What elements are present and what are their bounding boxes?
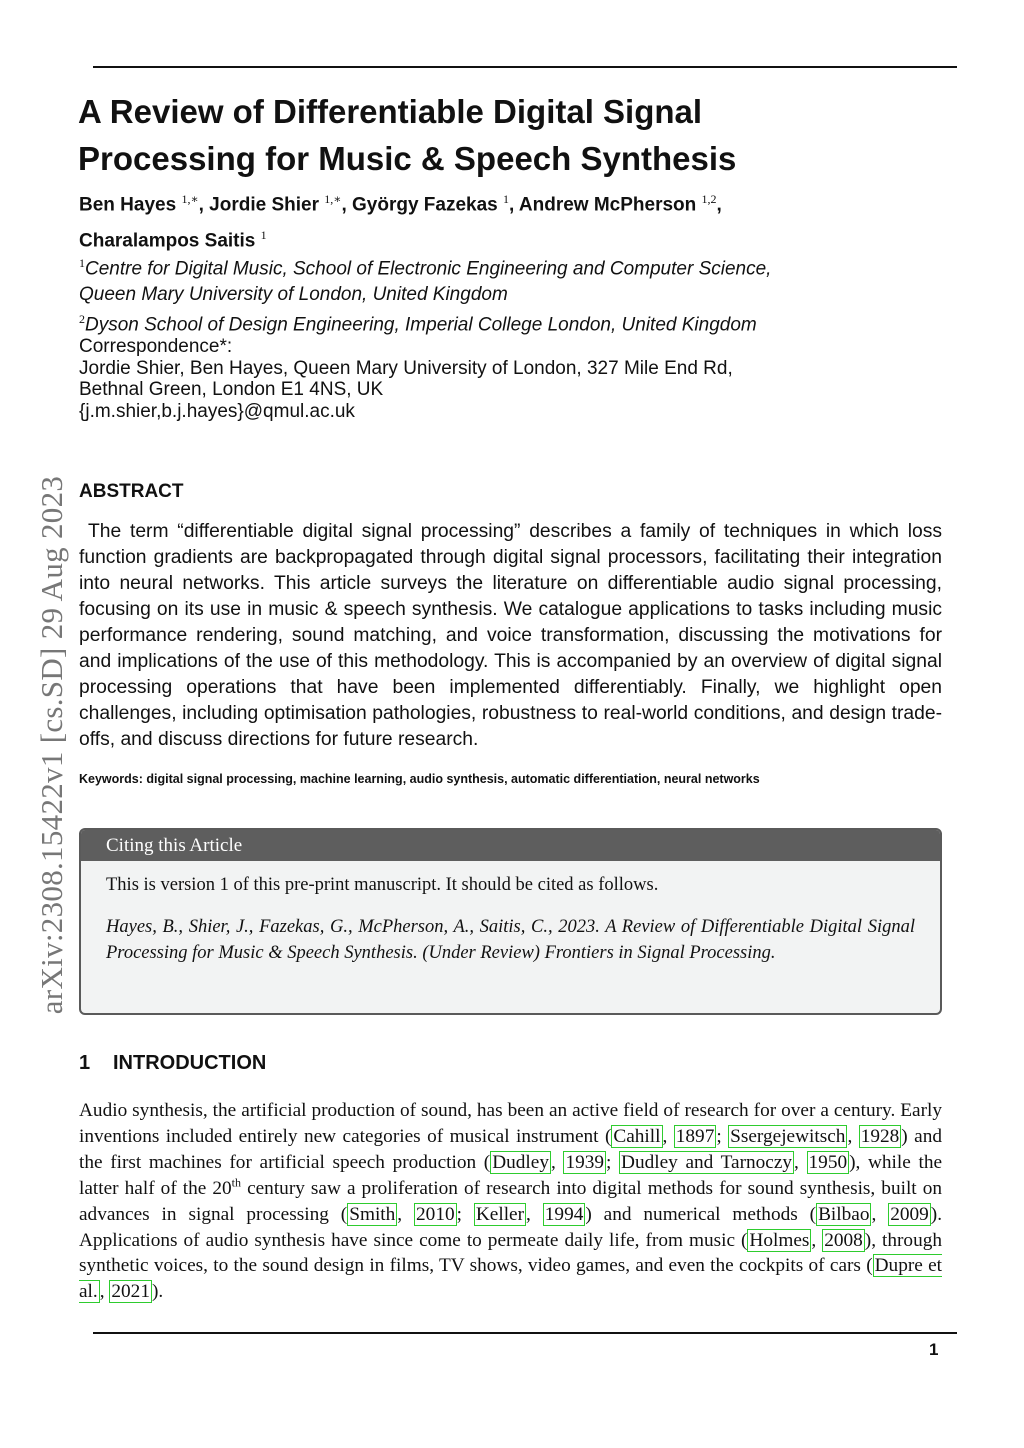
citation-link[interactable]: Bilbao xyxy=(818,1203,870,1225)
correspondence-address: Jordie Shier, Ben Hayes, Queen Mary University of London, 327 Mile End Rd, xyxy=(79,357,733,379)
arxiv-sidebar-stamp: arXiv:2308.15422v1 [cs.SD] 29 Aug 2023 xyxy=(34,475,69,1015)
affiliations xyxy=(79,251,959,338)
keywords: Keywords: digital signal processing, machine learning, audio synthesis, automatic differentiation, neural networks xyxy=(79,772,760,786)
citation-link[interactable]: 1939 xyxy=(565,1151,605,1173)
citation-link[interactable]: Dudley xyxy=(492,1151,549,1173)
correspondence-email: {j.m.shier,b.j.hayes}@qmul.ac.uk xyxy=(79,400,355,422)
citing-reference: Hayes, B., Shier, J., Fazekas, G., McPherson, A., Saitis, C., 2023. A Review of Differentiable Digital Signal Processing for Music & Speech Synthesis. (Under Review) Frontiers in Signal Processing. xyxy=(106,917,915,963)
citation-link[interactable]: Smith xyxy=(349,1203,396,1225)
citation-link[interactable]: 1928 xyxy=(860,1125,900,1147)
abstract-heading: ABSTRACT xyxy=(79,481,184,502)
title-line-1: A Review of Differentiable Digital Signal xyxy=(78,93,703,130)
section-heading-introduction xyxy=(79,1052,266,1075)
affiliation-number: 2 xyxy=(79,312,85,327)
paper-title xyxy=(78,88,898,182)
abstract-text: The term “differentiable digital signal processing” describes a family of techniques in which loss function gradients are backpropagated through digital signal processors, facilitating their integration into neural networks. This article surveys the literature on differentiable audio signal processing, focusing on its use in music & speech synthesis. We catalogue applications to tasks including music performance rendering, sound matching, and voice transformation, discussing the motivations for and implications of the use of this methodology. This is accompanied by an overview of digital signal processing operations that have been implemented differentiably. Finally, we highlight open challenges, including optimisation pathologies, robustness to real-world conditions, and design trade-offs, and discuss directions for future research. xyxy=(79,521,942,750)
citation-link[interactable]: 2010 xyxy=(416,1203,455,1225)
citation-link[interactable]: Ssergejewitsch xyxy=(730,1125,846,1147)
citation-link[interactable]: 2008 xyxy=(824,1229,863,1251)
author-affil-mark: 1 xyxy=(503,192,510,206)
correspondence-label: Correspondence*: xyxy=(79,336,233,357)
author-list: Ben Hayes $^{1,∗}$, Jordie Shier $^{1,∗}$, György Fazekas $^1$, Andrew McPherson $^{1,2}$, Charalampos Saitis $^1$ xyxy=(79,192,722,252)
citing-version-note: This is version 1 of this pre-print manuscript. It should be cited as follows. xyxy=(106,875,659,895)
citation-link[interactable]: 2021 xyxy=(111,1281,150,1303)
correspondence xyxy=(79,336,959,422)
introduction-paragraph: Audio synthesis, the artificial production of sound, has been an active field of research for over a century. Early inventions included entirely new categories of musical instrument ( Cahill , 1897 ; Ssergejewitsch , 1928 ) and the first machines for artificial speech production ( Dudley , 1939 ; Dudley and Tarnoczy , 1950 ), while the latter half of the 20th century saw a proliferation of research into digital methods for sound synthesis, built on advances in signal processing ( Smith , 2010 ; Keller , 1994 ) and numerical methods ( Bilbao , 2009 ). Applications of audio synthesis have since come to permeate daily life, from music ( Holmes , 2008 ), through synthetic voices, to the sound design in films, TV shows, video games, and even the cockpits of cars ( Dupre et al. , 2021 ). xyxy=(79,1100,943,1303)
citation-link[interactable]: Cahill xyxy=(613,1125,661,1147)
affiliation-text: Dyson School of Design Engineering, Imperial College London, United Kingdom xyxy=(85,314,757,336)
citation-link[interactable]: 1994 xyxy=(544,1203,584,1225)
affiliation-text: Centre for Digital Music, School of Electronic Engineering and Computer Science, xyxy=(85,258,772,280)
affiliation-number: 1 xyxy=(79,256,85,270)
author-name: Jordie Shier xyxy=(209,194,319,216)
citation-link[interactable]: Dupre et al. xyxy=(79,1255,943,1303)
author-affil-mark: 1 xyxy=(260,228,267,243)
author-name: Charalampos Saitis xyxy=(79,230,256,252)
footer-rule xyxy=(93,1332,957,1334)
author-name: György Fazekas xyxy=(352,194,498,216)
section-number: 1 xyxy=(79,1052,91,1074)
author-name: Ben Hayes xyxy=(79,194,177,216)
citation-link[interactable]: 1897 xyxy=(675,1125,715,1147)
author-name: Andrew McPherson xyxy=(518,194,697,216)
citation-link[interactable]: Holmes xyxy=(749,1229,810,1251)
citation-link[interactable]: Dudley and Tarnoczy xyxy=(621,1151,793,1173)
citing-box-heading: Citing this Article xyxy=(81,830,940,861)
affiliation-text: Queen Mary University of London, United Kingdom xyxy=(79,283,508,305)
correspondence-address: Bethnal Green, London E1 4NS, UK xyxy=(79,379,384,400)
author-affil-mark: 1,2 xyxy=(701,192,717,206)
section-title: INTRODUCTION xyxy=(113,1052,267,1074)
citation-link[interactable]: Keller xyxy=(475,1203,525,1225)
citation-link[interactable]: 2009 xyxy=(890,1203,929,1225)
author-affil-mark: 1,∗ xyxy=(181,192,199,206)
title-line-2: Processing for Music & Speech Synthesis xyxy=(78,140,737,177)
page-number: 1 xyxy=(929,1340,939,1359)
header-rule xyxy=(93,66,957,68)
author-affil-mark: 1,∗ xyxy=(324,192,342,206)
citation-link[interactable]: 1950 xyxy=(808,1151,848,1173)
citing-box xyxy=(79,828,942,1015)
